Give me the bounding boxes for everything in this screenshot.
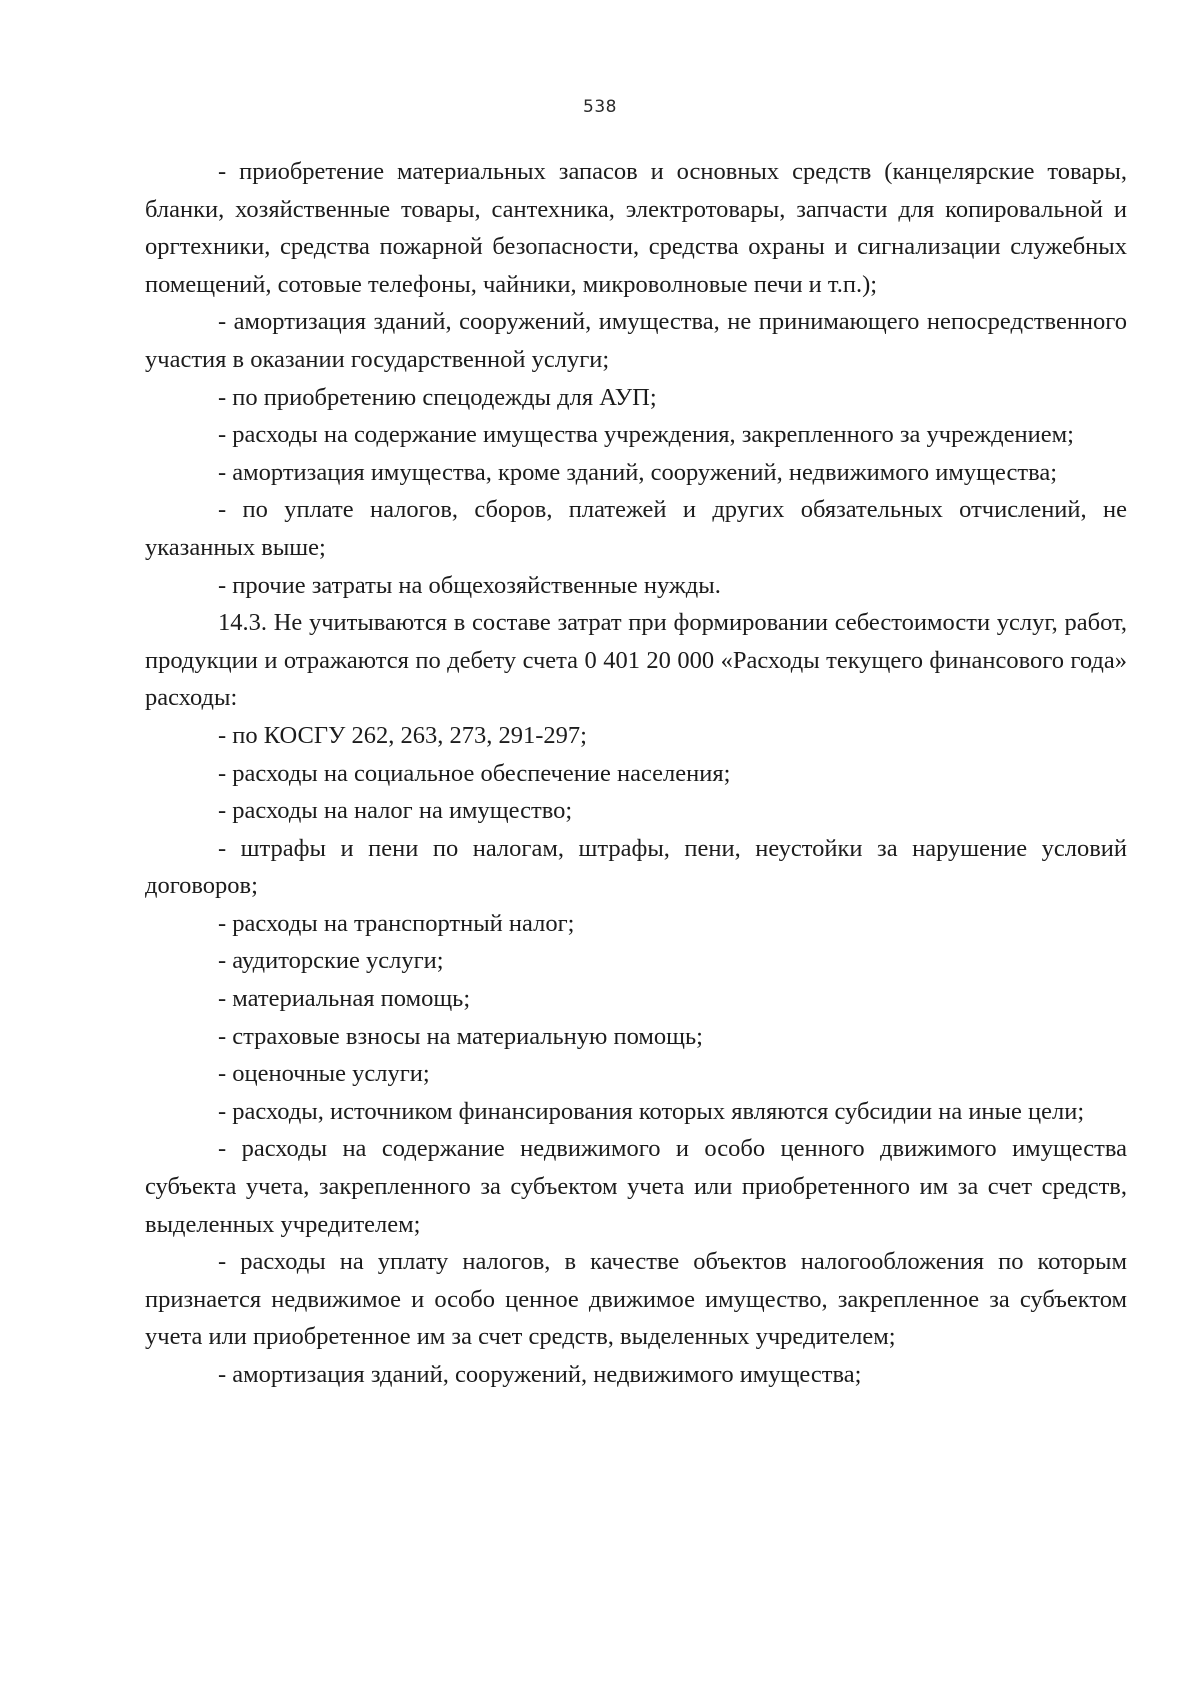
paragraph: - аудиторские услуги;	[218, 947, 444, 975]
paragraph: - расходы на транспортный налог;	[218, 909, 575, 937]
document-body	[145, 153, 1127, 1394]
paragraph: - по уплате налогов, сборов, платежей и других обязательных отчислений, не указанных выше;	[145, 496, 1127, 561]
paragraph: - расходы на налог на имущество;	[218, 797, 573, 825]
paragraph: - по приобретению спецодежды для АУП;	[218, 383, 657, 411]
page-number: 538	[583, 97, 617, 117]
paragraph: - расходы на социальное обеспечение населения;	[218, 759, 731, 787]
paragraph: - материальная помощь;	[218, 985, 471, 1013]
paragraph: - штрафы и пени по налогам, штрафы, пени, неустойки за нарушение условий договоров;	[145, 834, 1127, 900]
paragraph: - страховые взносы на материальную помощь;	[218, 1022, 703, 1050]
paragraph: - прочие затраты на общехозяйственные нужды.	[218, 571, 721, 599]
paragraph: - расходы, источником финансирования которых являются субсидии на иные цели;	[218, 1097, 1085, 1125]
paragraph: - приобретение материальных запасов и основных средств (канцелярские товары, бланки, хозяйственные товары, сантехника, электротовары, запчасти для копировальной и оргтехники, средства пожарной безопасности, средства охраны и сигнализации служебных помещений, сотовые телефоны, чайники, микроволновые печи и т.п.);	[145, 158, 1127, 298]
paragraph: - расходы на содержание недвижимого и особо ценного движимого имущества субъекта учета, закрепленного за субъектом учета или приобретенного им за счет средств, выделенных учредителем;	[145, 1135, 1127, 1238]
paragraph: - оценочные услуги;	[218, 1060, 430, 1088]
paragraph: - амортизация зданий, сооружений, имущества, не принимающего непосредственного участия в оказании государственной услуги;	[145, 308, 1127, 373]
paragraph: - по КОСГУ 262, 263, 273, 291-297;	[218, 721, 587, 749]
paragraph: - амортизация зданий, сооружений, недвижимого имущества;	[218, 1361, 862, 1388]
section-paragraph-14-3: 14.3. Не учитываются в составе затрат при формировании себестоимости услуг, работ, продукции и отражаются по дебету счета 0 401 20 000 «Расходы текущего финансового года» расходы:	[145, 609, 1127, 712]
paragraph: - расходы на содержание имущества учреждения, закрепленного за учреждением;	[218, 421, 1074, 449]
paragraph: - расходы на уплату налогов, в качестве объектов налогообложения по которым признается недвижимое и особо ценное движимое имущество, закрепленное за субъектом учета или приобретенное им за счет средств, выделенных учредителем;	[145, 1248, 1127, 1351]
paragraph: - амортизация имущества, кроме зданий, сооружений, недвижимого имущества;	[218, 458, 1058, 486]
